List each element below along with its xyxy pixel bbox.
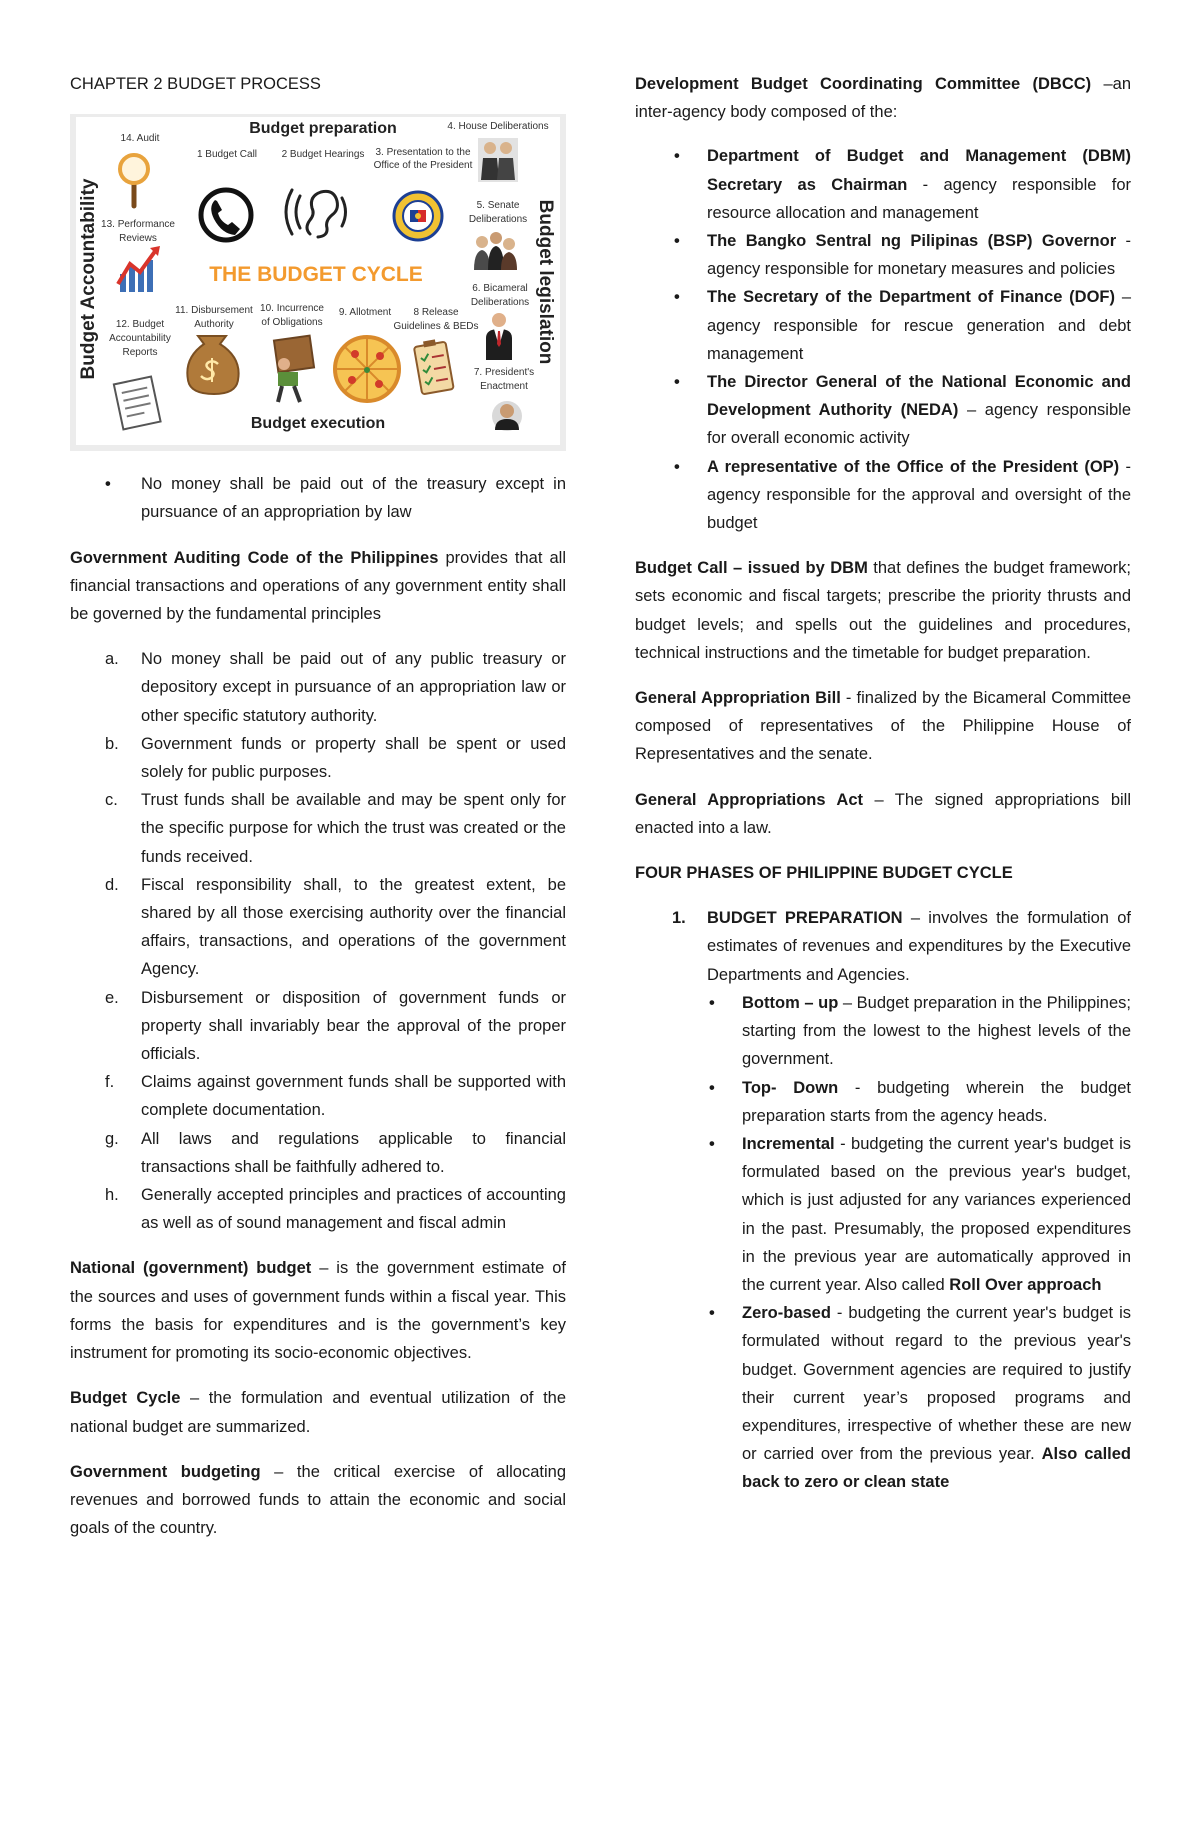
dbcc-member-term: The Bangko Sentral ng Pilipinas (BSP) Governor	[707, 232, 1117, 251]
principle-item	[70, 1181, 566, 1237]
president-portrait-icon	[492, 401, 522, 431]
gaa-paragraph	[635, 786, 1131, 842]
budget-cycle-term: Budget Cycle	[70, 1389, 181, 1408]
budget-cycle-figure	[70, 114, 566, 451]
approach-term: Zero-based	[742, 1304, 831, 1323]
principle-text: Claims against government funds shall be supported with complete documentation.	[141, 1073, 566, 1120]
principle-marker: a.	[105, 650, 119, 669]
judges-icon	[478, 138, 518, 182]
phase-term: BUDGET PREPARATION	[707, 909, 903, 928]
heading-budget-accountability: Budget Accountability	[78, 178, 99, 380]
heading-budget-preparation: Budget preparation	[249, 120, 397, 138]
dbcc-member-term: A representative of the Office of the President (OP)	[707, 457, 1120, 476]
auditing-code-paragraph	[70, 544, 566, 629]
step-label-8-line1: 8 Release	[413, 307, 459, 319]
gab-text: - finalized by the Bicameral Committee composed of representatives of the Philippine House of Representatives and the senate.	[635, 689, 1132, 764]
national-budget-text: – is the government estimate of the sources and uses of government funds within a fiscal year. This forms the basis for expenditures and is the government’s key instrument for promoting its socio-economic objectives.	[70, 1259, 566, 1363]
principle-item	[70, 984, 566, 1069]
auditing-code-term: Government Auditing Code of the Philippines	[70, 548, 439, 567]
dbcc-paragraph	[635, 70, 1131, 126]
step-label-7-line1: 7. President's	[473, 367, 535, 379]
seal-icon	[394, 192, 442, 240]
step-label-8-line2: Guidelines & BEDs	[393, 321, 479, 333]
principle-marker: c.	[105, 791, 118, 810]
government-budgeting-paragraph	[70, 1458, 566, 1543]
principle-marker: b.	[105, 734, 119, 753]
national-budget-term: National (government) budget	[70, 1259, 312, 1278]
approach-item	[707, 1074, 1131, 1130]
approach-term: Incremental	[742, 1134, 835, 1153]
step-label-10-line2: of Obligations	[261, 317, 323, 329]
principle-item	[70, 871, 566, 984]
step-label-13-line1: 13. Performance	[101, 219, 175, 231]
approach-text: – Budget preparation in the Philippines; starting from the lowest to the highest levels of the government.	[742, 993, 1131, 1069]
dbcc-member-text: – agency responsible for overall economic activity	[707, 401, 1131, 448]
step-label-5-line2: Deliberations	[468, 214, 528, 226]
dbcc-member-item	[635, 453, 1131, 538]
step-label-6-line1: 6. Bicameral	[472, 283, 528, 295]
principle-marker: h.	[105, 1186, 119, 1205]
principle-text: Trust funds shall be available and may be spent only for the specific purpose for which the trust was created or the funds received.	[141, 791, 566, 866]
principle-text: Disbursement or disposition of government funds or property shall invariably bear the approval of the proper officials.	[141, 988, 566, 1064]
budgeting-approaches-list	[707, 989, 1131, 1497]
principle-marker: f.	[105, 1073, 115, 1092]
telephone-icon	[201, 190, 251, 240]
auditing-code-text: provides that all financial transactions and operations of any government entity shall be governed by the fundamental principles	[70, 548, 566, 624]
step-label-10-line1: 10. Incurrence	[260, 303, 324, 315]
treasury-bullet-list	[70, 470, 566, 526]
dbcc-member-item	[635, 142, 1131, 227]
left-column	[70, 70, 566, 1559]
treasury-bullet: • No money shall be paid out of the treasury except in pursuance of an appropriation by law	[70, 470, 566, 526]
chapter-title: CHAPTER 2 BUDGET PROCESS	[70, 75, 321, 93]
phase-marker: 1.	[672, 909, 686, 928]
principle-item	[70, 645, 566, 730]
document-icon	[114, 377, 161, 430]
principle-marker: e.	[105, 988, 119, 1007]
dbcc-member-term: Department of Budget and Management (DBM) Secretary as Chairman	[707, 147, 1131, 194]
principle-marker: d.	[105, 875, 119, 894]
dbcc-member-text: - agency responsible for monetary measures and policies	[707, 232, 1131, 279]
step-label-3-line1: 3. Presentation to the	[375, 147, 471, 159]
dbcc-member-item	[635, 368, 1131, 453]
step-label-12-line3: Reports	[122, 347, 158, 359]
phases-list	[635, 904, 1131, 1496]
approach-tail: Roll Over approach	[949, 1275, 1102, 1294]
principle-item	[70, 730, 566, 786]
center-title: THE BUDGET CYCLE	[209, 263, 423, 287]
government-budgeting-term: Government budgeting	[70, 1462, 261, 1481]
right-column	[635, 70, 1131, 1497]
dbcc-term: Development Budget Coordinating Committee (DBCC)	[635, 75, 1092, 93]
principle-marker: g.	[105, 1129, 119, 1148]
principle-text: Government funds or property shall be spent or used solely for public purposes.	[141, 734, 566, 782]
budget-call-paragraph	[635, 554, 1131, 667]
principle-item	[70, 786, 566, 871]
approach-text: - budgeting the current year's budget is formulated without regard to the previous year's budget. Government agencies are required to justify their current year’s proposed programs and expenditures, irrespective of whether these are new or carried over from the previous year.	[742, 1304, 1131, 1464]
principle-text: Fiscal responsibility shall, to the greatest extent, be shared by all those exercising authority over the financial affairs, transactions, and operations of the government Agency.	[141, 875, 566, 979]
government-budgeting-text: – the critical exercise of allocating revenues and borrowed funds to attain the economic and social goals of the country.	[70, 1462, 566, 1538]
budget-cycle-paragraph	[70, 1384, 566, 1440]
phases-heading: FOUR PHASES OF PHILIPPINE BUDGET CYCLE	[635, 864, 1013, 883]
heading-budget-legislation: Budget legislation	[535, 199, 556, 365]
step-label-3-line2: Office of the President	[373, 160, 473, 172]
step-label-6-line2: Deliberations	[470, 297, 530, 309]
gaa-term: General Appropriations Act	[635, 790, 863, 809]
dbcc-member-text: - agency responsible for resource allocation and management	[707, 175, 1131, 222]
dbcc-member-term: The Director General of the National Economic and Development Authority (NEDA)	[707, 373, 1131, 420]
step-label-1: 1 Budget Call	[196, 149, 258, 161]
step-label-14: 14. Audit	[120, 133, 160, 145]
budget-call-term: Budget Call – issued by DBM	[635, 559, 868, 578]
step-label-11-line1: 11. Disbursement	[175, 305, 253, 317]
dbcc-members-list	[635, 142, 1131, 537]
phase-item	[635, 904, 1131, 1496]
principle-item	[70, 1125, 566, 1181]
approach-text: - budgeting the current year's budget is formulated based on the previous year's budget, which is just adjusted for any variances experienced in the past. Presumably, the proposed expenditures in the previous year are automatically approved in the current year. Also called	[742, 1134, 1131, 1294]
step-label-12-line2: Accountability	[109, 333, 171, 345]
step-label-9: 9. Allotment	[338, 307, 392, 319]
budget-cycle-text: – the formulation and eventual utilization of the national budget are summarized.	[70, 1389, 567, 1436]
gab-term: General Appropriation Bill	[635, 689, 841, 708]
step-label-2: 2 Budget Hearings	[281, 149, 365, 161]
approach-term: Bottom – up	[742, 993, 839, 1012]
step-label-5-line1: 5. Senate	[476, 200, 520, 212]
step-label-4: 4. House Deliberations	[447, 121, 549, 133]
dbcc-member-item	[635, 227, 1131, 283]
step-label-11-line2: Authority	[194, 319, 234, 331]
principle-text: All laws and regulations applicable to financial transactions shall be faithfully adhered to.	[141, 1129, 566, 1176]
phase-text: – involves the formulation of estimates of revenues and expenditures by the Executive Departments and Agencies.	[707, 909, 1131, 984]
approach-item	[707, 989, 1131, 1074]
principle-text: Generally accepted principles and practices of accounting as well as of sound management and fiscal admin	[141, 1186, 566, 1233]
step-label-7-line2: Enactment	[480, 381, 528, 393]
dbcc-member-item	[635, 283, 1131, 368]
approach-item	[707, 1299, 1131, 1496]
step-label-12-line1: 12. Budget	[115, 319, 165, 331]
gab-paragraph	[635, 684, 1131, 769]
dbcc-text: –an inter-agency body composed of the:	[635, 75, 1131, 122]
heading-budget-execution: Budget execution	[250, 415, 386, 433]
step-label-13-line2: Reviews	[119, 233, 157, 245]
national-budget-paragraph	[70, 1254, 566, 1367]
approach-item	[707, 1130, 1131, 1299]
approach-term: Top- Down	[742, 1078, 839, 1097]
principles-list	[70, 645, 566, 1237]
gaa-text: – The signed appropriations bill enacted into a law.	[635, 790, 1131, 837]
approach-tail: Also called back to zero or clean state	[742, 1445, 1131, 1492]
dbcc-member-term: The Secretary of the Department of Finance (DOF)	[707, 288, 1115, 307]
principle-item	[70, 1068, 566, 1124]
dbcc-member-text: – agency responsible for rescue generation and debt management	[707, 288, 1131, 363]
budget-call-text: that defines the budget framework; sets economic and fiscal targets; prescribe the priority thrusts and budget levels; and spells out the guidelines and procedures, technical instructions and the timetable for budget preparation.	[635, 559, 1131, 662]
pizza-icon	[335, 337, 399, 401]
dbcc-member-text: - agency responsible for the approval and oversight of the budget	[707, 457, 1131, 533]
principle-text: No money shall be paid out of any public treasury or depository except in pursuance of an appropriation law or other specific statutory authority.	[141, 650, 566, 725]
approach-text: - budgeting wherein the budget preparation starts from the agency heads.	[742, 1078, 1131, 1125]
